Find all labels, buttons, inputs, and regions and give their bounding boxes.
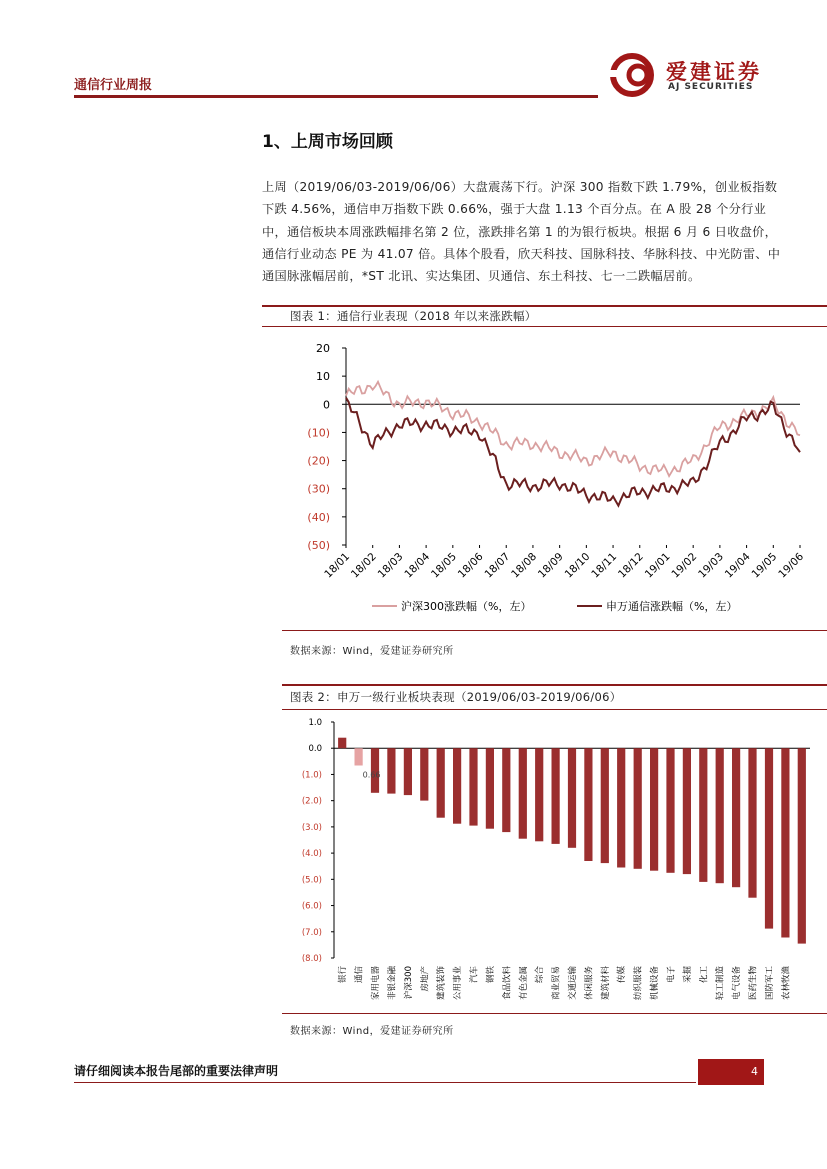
y-tick-label: (1.0) <box>301 770 322 781</box>
bar <box>568 748 576 848</box>
figure1-source: 数据来源：Wind，爱建证券研究所 <box>290 646 454 657</box>
x-tick-label: 18/07 <box>482 550 513 581</box>
y-tick-label: (50) <box>307 539 330 552</box>
category-label: 纺织服装 <box>633 966 644 1001</box>
series-line-hs300 <box>346 382 800 476</box>
category-label: 建筑装饰 <box>436 966 447 1001</box>
header-divider <box>74 95 598 98</box>
bar <box>732 748 740 887</box>
category-label: 综合 <box>535 966 546 984</box>
bar <box>486 748 494 829</box>
bar <box>387 748 395 793</box>
bar <box>453 748 461 824</box>
category-label: 食品饮料 <box>502 966 513 1001</box>
x-tick-label: 18/01 <box>322 550 353 581</box>
category-label: 钢铁 <box>485 966 496 984</box>
category-label: 电子 <box>666 966 677 984</box>
bar <box>404 748 412 795</box>
y-tick-label: 1.0 <box>308 718 322 728</box>
legend-label-sw-telecom: 申万通信涨跌幅（%，左） <box>606 600 738 613</box>
category-label: 医药生物 <box>748 966 759 1001</box>
y-tick-label: 20 <box>316 342 330 355</box>
category-label: 非银金融 <box>387 966 398 1001</box>
figure1-bottom-rule <box>282 630 827 631</box>
bar <box>781 748 789 937</box>
x-tick-label: 18/03 <box>375 550 406 581</box>
y-tick-label: (30) <box>307 482 330 496</box>
category-label: 休闲服务 <box>584 966 595 1001</box>
x-tick-label: 18/11 <box>589 550 620 581</box>
x-tick-label: 19/06 <box>776 550 807 581</box>
y-tick-label: (40) <box>307 510 330 524</box>
report-header-title: 通信行业周报 <box>74 78 153 93</box>
x-tick-label: 18/12 <box>615 550 646 581</box>
bar <box>650 748 658 871</box>
figure2-source: 数据来源：Wind，爱建证券研究所 <box>290 1026 454 1037</box>
line-chart-industry-performance <box>262 330 827 630</box>
y-tick-label: (6.0) <box>301 901 322 912</box>
figure1-title: 图表 1：通信行业表现（2018 年以来涨跌幅） <box>290 309 537 323</box>
category-label: 轻工制造 <box>715 966 726 1001</box>
category-label: 电气设备 <box>732 966 743 1001</box>
category-label: 家用电器 <box>371 966 382 1001</box>
category-label: 有色金属 <box>518 966 529 1001</box>
y-tick-label: 0.0 <box>308 744 322 755</box>
y-tick-label: (5.0) <box>301 875 322 886</box>
category-label: 汽车 <box>469 966 480 984</box>
bar <box>535 748 543 841</box>
y-tick-label: 0 <box>323 398 330 412</box>
x-tick-label: 18/08 <box>509 550 540 581</box>
y-tick-label: 10 <box>316 370 330 384</box>
category-label: 化工 <box>699 966 710 984</box>
bar <box>716 748 724 883</box>
category-label: 传媒 <box>617 966 628 984</box>
bar <box>355 748 363 765</box>
bar <box>420 748 428 800</box>
bar <box>617 748 625 867</box>
bar <box>584 748 592 861</box>
bar <box>519 748 527 839</box>
category-label: 国防军工 <box>764 966 775 1001</box>
bar <box>699 748 707 882</box>
y-tick-label: (8.0) <box>301 954 322 964</box>
category-label: 通信 <box>354 966 365 984</box>
x-tick-label: 18/04 <box>402 550 433 581</box>
legend-label-hs300: 沪深300涨跌幅（%，左） <box>401 600 532 613</box>
legal-notice-footer: 请仔细阅读本报告尾部的重要法律声明 <box>74 1064 279 1078</box>
logo-mark-icon <box>608 52 664 98</box>
summary-paragraph: 上周（2019/06/03-2019/06/06）大盘震荡下行。沪深 300 指数下跌 1.79%，创业板指数下跌 4.56%，通信申万指数下跌 0.66%，强于大盘 1.13 个百分点。在 A 股 28 个分行业中，通信板块本周涨跌幅排名第 2 位，涨跌排名第 1 的为银行板块。根据 6 月 6 日收盘价，通信行业动态 PE 为 41.07 倍。具体个股看，欣天科技、国脉科技、华脉科技、中光防雷、中通国脉涨幅居前，*ST 北讯、实达集团、贝通信、东土科技、七一二跌幅居前。 <box>262 180 781 284</box>
category-label: 公用事业 <box>453 966 464 1001</box>
logo-text-en: AJ SECURITIES <box>668 82 754 92</box>
category-label: 银行 <box>338 966 349 984</box>
category-label: 农林牧渔 <box>781 966 792 1001</box>
bar <box>798 748 806 943</box>
bar <box>666 748 674 873</box>
category-label: 机械设备 <box>650 966 661 1001</box>
series-line-sw-telecom <box>346 398 800 506</box>
figure2-title: 图表 2：申万一级行业板块表现（2019/06/03-2019/06/06） <box>290 690 622 704</box>
figure2-title-rule <box>282 709 827 710</box>
y-tick-label: (3.0) <box>301 822 322 833</box>
bar <box>748 748 756 898</box>
bar <box>601 748 609 863</box>
x-tick-label: 19/05 <box>749 550 780 581</box>
y-tick-label: (7.0) <box>301 927 322 938</box>
y-tick-label: (20) <box>307 454 330 468</box>
x-tick-label: 18/05 <box>429 550 459 581</box>
bar <box>765 748 773 928</box>
category-label: 交通运输 <box>568 966 578 1001</box>
x-tick-label: 18/02 <box>348 550 379 581</box>
category-label: 商业贸易 <box>551 966 562 1001</box>
category-label: 采掘 <box>682 966 693 984</box>
x-tick-label: 19/02 <box>669 550 700 581</box>
y-tick-label: (4.0) <box>301 849 322 860</box>
category-label: 房地产 <box>420 966 431 992</box>
bar <box>552 748 560 844</box>
y-tick-label: (10) <box>307 426 330 440</box>
y-tick-label: (2.0) <box>301 796 322 807</box>
bar <box>502 748 510 832</box>
x-tick-label: 19/03 <box>696 550 727 581</box>
figure2-bottom-rule <box>282 1013 827 1014</box>
figure2-top-rule <box>282 684 827 686</box>
footer-divider <box>74 1082 696 1083</box>
x-tick-label: 18/06 <box>455 550 486 581</box>
logo-text-cn: 爱建证券 <box>666 59 762 84</box>
figure1-title-rule <box>262 326 827 327</box>
x-tick-label: 19/04 <box>722 550 753 581</box>
category-label: 沪深300 <box>403 966 414 1000</box>
page-number: 4 <box>698 1059 764 1085</box>
x-tick-label: 18/10 <box>562 550 593 581</box>
figure1-top-rule <box>262 305 827 307</box>
bar <box>469 748 477 825</box>
x-tick-label: 18/09 <box>535 550 566 581</box>
bar <box>683 748 691 874</box>
bar <box>437 748 445 818</box>
bar-data-label: 0.66 <box>362 770 381 780</box>
bar <box>338 738 346 749</box>
bar <box>634 748 642 869</box>
category-label: 建筑材料 <box>600 966 611 1001</box>
section-title: 1、上周市场回顾 <box>262 132 393 152</box>
bar-chart-sector-performance <box>282 712 827 1012</box>
x-tick-label: 19/01 <box>642 550 673 581</box>
